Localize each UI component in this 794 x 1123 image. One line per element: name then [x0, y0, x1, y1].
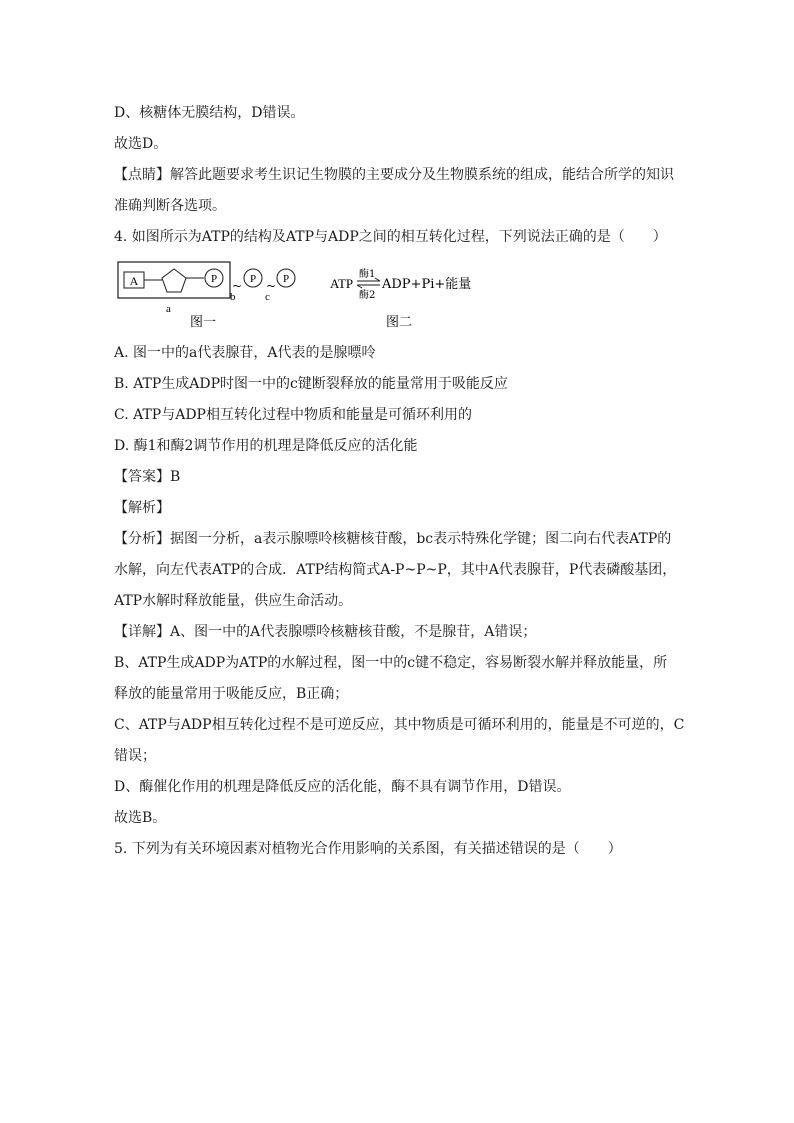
text-line: 【详解】A、图一中的A代表腺嘌呤核糖核苷酸，不是腺苷，A错误； — [114, 624, 537, 640]
text-line: 【点睛】解答此题要求考生识记生物膜的主要成分及生物膜系统的组成，能结合所学的知识 — [114, 167, 674, 183]
text-line: C、ATP与ADP相互转化过程不是可逆反应，其中物质是可循环利用的，能量是不可逆的，C — [114, 717, 685, 733]
ribose-pentagon — [162, 269, 186, 292]
atp-figure — [114, 258, 474, 330]
atp-label: ATP — [330, 276, 354, 291]
text-line: 释放的能量常用于吸能反应，B正确； — [114, 686, 349, 702]
bond-tilde: ~ — [266, 279, 277, 293]
text-line: 【分析】据图一分析，a表示腺嘌呤核糖核苷酸，bc表示特殊化学键；图二向右代表ATP的 — [114, 531, 672, 547]
option-a: A. 图一中的a代表腺苷，A代表的是腺嘌呤 — [114, 345, 376, 361]
option-d: D. 酶1和酶2调节作用的机理是降低反应的活化能 — [114, 438, 418, 454]
products-label: ADP+Pi+能量 — [382, 277, 472, 292]
text-line: 故选B。 — [114, 810, 167, 826]
question-5: 5. 下列为有关环境因素对植物光合作用影响的关系图，有关描述错误的是（ ） — [114, 841, 622, 857]
enzyme-1-label: 酶1 — [359, 269, 376, 280]
text-line: 水解，向左代表ATP的合成．ATP结构简式A-P~P~P，其中A代表腺苷，P代表磷酸基团， — [114, 562, 677, 578]
option-c: C. ATP与ADP相互转化过程中物质和能量是可循环利用的 — [114, 407, 472, 423]
label-a: a — [166, 303, 171, 315]
option-b: B. ATP生成ADP时图一中的c键断裂释放的能量常用于吸能反应 — [114, 376, 508, 392]
svg-text:P: P — [249, 273, 257, 285]
enzyme-2-label: 酶2 — [359, 290, 376, 301]
bond-tilde: ~ — [232, 279, 243, 293]
svg-text:P: P — [282, 273, 290, 285]
text-line: ATP水解时释放能量，供应生命活动。 — [114, 593, 353, 609]
figure-1-caption: 图一 — [189, 315, 217, 330]
bond-c-label: c — [265, 291, 270, 303]
text-line: 准确判断各选项。 — [114, 198, 226, 214]
text-line: 故选D。 — [114, 136, 168, 152]
analysis-label: 【解析】 — [114, 500, 170, 516]
text-line: B、ATP生成ADP为ATP的水解过程，图一中的c键不稳定，容易断裂水解并释放能量，所 — [114, 655, 668, 671]
text-line: D、酶催化作用的机理是降低反应的活化能，酶不具有调节作用，D错误。 — [114, 779, 571, 795]
figure-2-caption: 图二 — [385, 315, 413, 330]
answer-label: 【答案】B — [114, 469, 181, 485]
text-line: D、核糖体无膜结构，D错误。 — [114, 105, 305, 121]
question-4: 4. 如图所示为ATP的结构及ATP与ADP之间的相互转化过程，下列说法正确的是（ ） — [114, 229, 667, 245]
adenine-label: A — [129, 274, 139, 288]
text-line: 错误； — [114, 748, 156, 764]
svg-text:P: P — [210, 273, 218, 285]
bond-b-label: b — [230, 291, 236, 303]
